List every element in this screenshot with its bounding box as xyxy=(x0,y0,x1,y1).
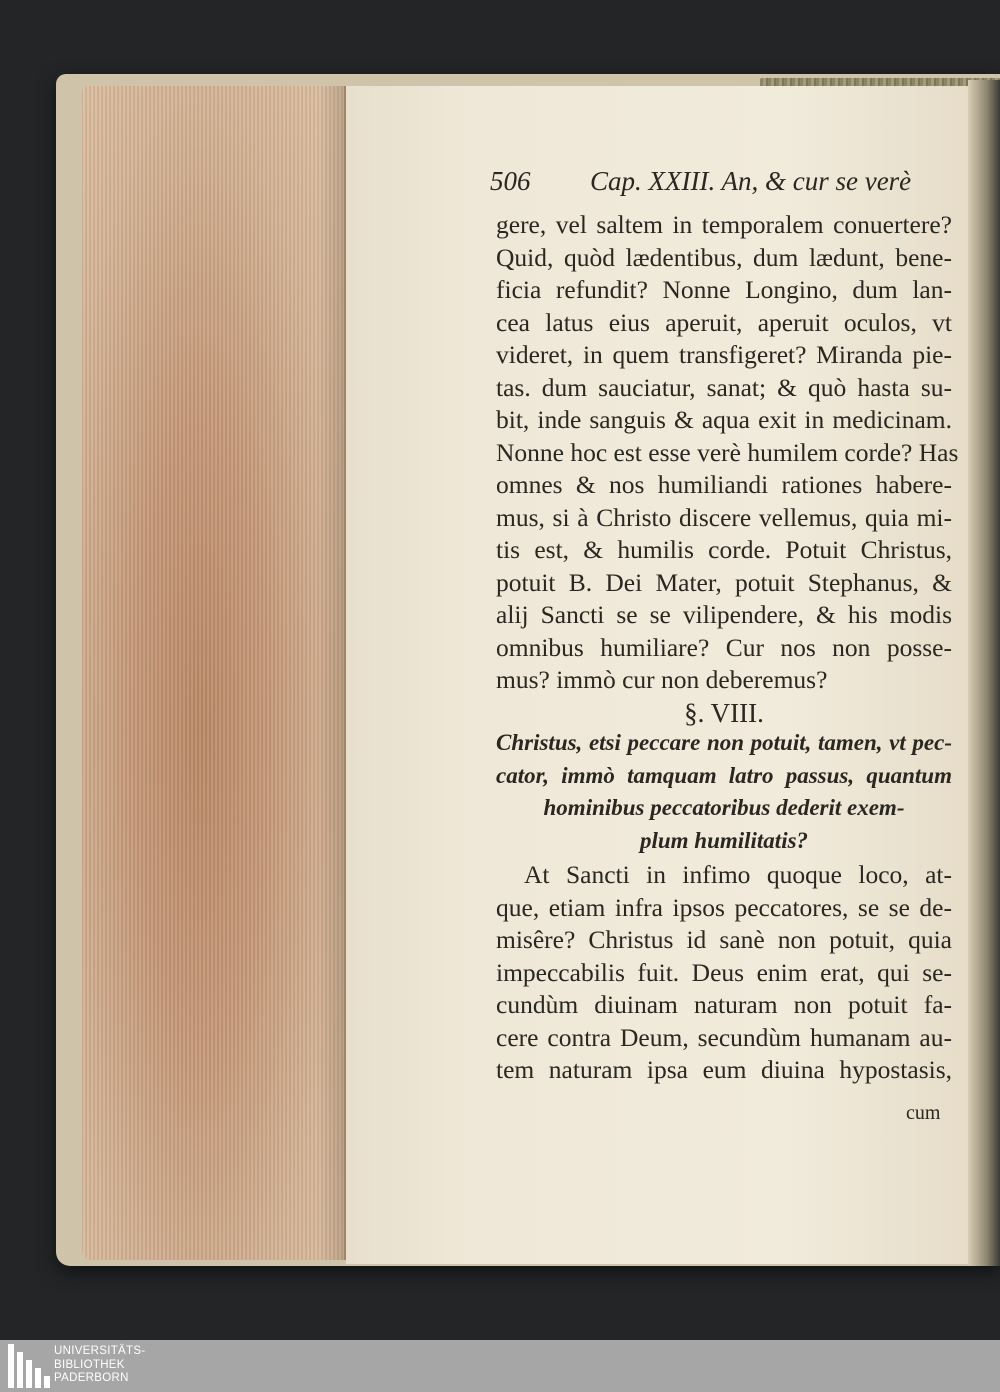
text-line: potuit B. Dei Mater, potuit Stephanus, & xyxy=(496,567,952,597)
catchword: cum xyxy=(906,1102,941,1124)
text-line: cea latus eius aperuit, aperuit oculos, vt xyxy=(496,307,952,337)
library-name-line: UNIVERSITÄTS- xyxy=(54,1345,146,1357)
text-line: tem naturam ipsa eum diuina hypostasis, xyxy=(496,1055,952,1084)
section-heading-line: cator, immò tamquam latro passus, quantum xyxy=(496,762,952,788)
text-line: omnes & nos humiliandi rationes habere- xyxy=(496,470,952,499)
text-line: ficia refundit? Nonne Longino, dum lan- xyxy=(496,275,952,304)
edge-shadow xyxy=(318,86,348,1260)
section-heading-line: plum humilitatis? xyxy=(639,827,809,853)
library-logo-icon xyxy=(8,1344,50,1388)
text-line: misêre? Christus id sanè non potuit, quia xyxy=(496,925,952,954)
text-line: impeccabilis fuit. Deus enim erat, qui se- xyxy=(496,957,952,987)
library-name-line: BIBLIOTHEK xyxy=(54,1358,125,1371)
library-name-line: PADERBORN xyxy=(54,1372,129,1384)
text-line: cundùm diuinam naturam non potuit fa- xyxy=(496,990,952,1019)
text-line: mus? immò cur non deberemus? xyxy=(496,665,828,694)
text-line: mus, si à Christo discere vellemus, quia mi- xyxy=(496,502,952,532)
running-head xyxy=(490,166,930,200)
library-name xyxy=(54,1345,145,1386)
text-line: bit, inde sanguis & aqua exit in medicinam. xyxy=(496,405,952,434)
text-line: cere contra Deum, secundùm humanam au- xyxy=(496,1022,952,1052)
page-gutter xyxy=(968,80,1000,1266)
text-line: tis est, & humilis corde. Potuit Christus, xyxy=(496,535,952,564)
text-line: gere, vel saltem in temporalem conuertere? xyxy=(496,210,952,239)
text-line: omnibus humiliare? Cur nos non posse- xyxy=(496,632,952,662)
section-heading-line: hominibus peccatoribus dederit exem- xyxy=(543,795,905,820)
page-fore-edge xyxy=(82,86,346,1260)
chapter-heading: Cap. XXIII. An, & cur se verè xyxy=(590,166,912,196)
text-line: tas. dum sauciatur, sanat; & quò hasta su- xyxy=(496,372,952,402)
section-heading-line: Christus, etsi peccare non potuit, tamen, vt pec- xyxy=(496,730,952,755)
text-line: Quid, quòd lædentibus, dum lædunt, bene- xyxy=(496,242,952,272)
footer-bar xyxy=(0,1340,1000,1392)
section-mark: §. VIII. xyxy=(684,697,764,728)
page-number: 506 xyxy=(490,166,531,196)
text-line: videret, in quem transfigeret? Miranda pie- xyxy=(496,340,952,369)
text-line: que, etiam infra ipsos peccatores, se se de- xyxy=(496,892,952,922)
text-line: alij Sancti se se vilipendere, & his modis xyxy=(496,600,952,629)
text-line: At Sancti in infimo quoque loco, at- xyxy=(524,860,952,889)
page-text xyxy=(496,210,959,1088)
text-line: Nonne hoc est esse verè humilem corde? Has xyxy=(496,437,959,467)
